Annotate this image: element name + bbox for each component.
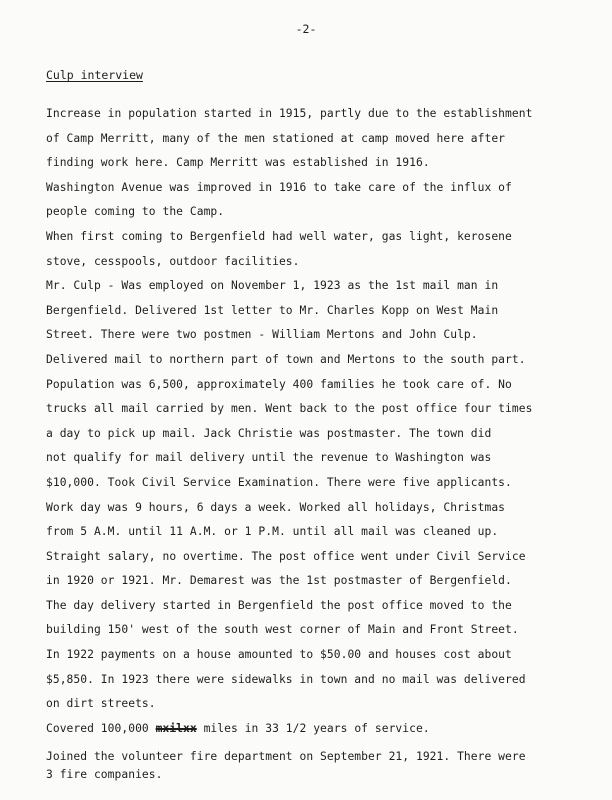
- miles-line-after: miles in 33 1/2 years of service.: [196, 721, 430, 735]
- miles-line: [46, 717, 606, 742]
- text-line: Street. There were two postmen - William Mertons and John Culp.: [46, 328, 478, 342]
- text-line: In 1922 payments on a house amounted to $50.00 and houses cost about: [46, 648, 512, 662]
- document-body: [46, 102, 606, 788]
- text-line: Washington Avenue was improved in 1916 to take care of the influx of: [46, 180, 512, 194]
- text-line: Population was 6,500, approximately 400 families he took care of. No: [46, 377, 512, 391]
- text-line: Straight salary, no overtime. The post office went under Civil Service: [46, 549, 526, 563]
- text-line: $10,000. Took Civil Service Examination. There were five applicants.: [46, 475, 512, 489]
- document-heading: Culp interview: [46, 68, 143, 82]
- text-line: stove, cesspools, outdoor facilities.: [46, 254, 300, 268]
- text-line: Delivered mail to northern part of town and Mertons to the south part.: [46, 352, 526, 366]
- text-line: building 150' west of the south west corner of Main and Front Street.: [46, 623, 519, 637]
- text-line: on dirt streets.: [46, 697, 156, 711]
- page-number: -2-: [295, 22, 317, 36]
- miles-line-before: Covered 100,000: [46, 721, 156, 735]
- text-line: When first coming to Bergenfield had well water, gas light, kerosene: [46, 229, 512, 243]
- text-line: trucks all mail carried by men. Went back to the post office four times: [46, 402, 533, 416]
- text-line: $5,850. In 1923 there were sidewalks in town and no mail was delivered: [46, 672, 526, 686]
- text-line: finding work here. Camp Merritt was established in 1916.: [46, 156, 430, 170]
- text-line: of Camp Merritt, many of the men stationed at camp moved here after: [46, 131, 506, 145]
- text-line: in 1920 or 1921. Mr. Demarest was the 1st postmaster of Bergenfield.: [46, 574, 512, 588]
- text-line: Joined the volunteer fire department on September 21, 1921. There were: [46, 750, 526, 764]
- text-line: Work day was 9 hours, 6 days a week. Worked all holidays, Christmas: [46, 500, 506, 514]
- text-line: people coming to the Camp.: [46, 205, 225, 219]
- text-line: not qualify for mail delivery until the revenue to Washington was: [46, 451, 492, 465]
- text-line: The day delivery started in Bergenfield the post office moved to the: [46, 598, 512, 612]
- text-line: 3 fire companies.: [46, 768, 163, 782]
- struck-out-word: mxilxx: [155, 721, 197, 735]
- text-line: Bergenfield. Delivered 1st letter to Mr. Charles Kopp on West Main: [46, 303, 499, 317]
- text-line: from 5 A.M. until 11 A.M. or 1 P.M. until all mail was cleaned up.: [46, 525, 499, 539]
- text-line: a day to pick up mail. Jack Christie was postmaster. The town did: [46, 426, 492, 440]
- text-line: Mr. Culp - Was employed on November 1, 1923 as the 1st mail man in: [46, 279, 499, 293]
- text-line: Increase in population started in 1915, partly due to the establishment: [46, 107, 533, 120]
